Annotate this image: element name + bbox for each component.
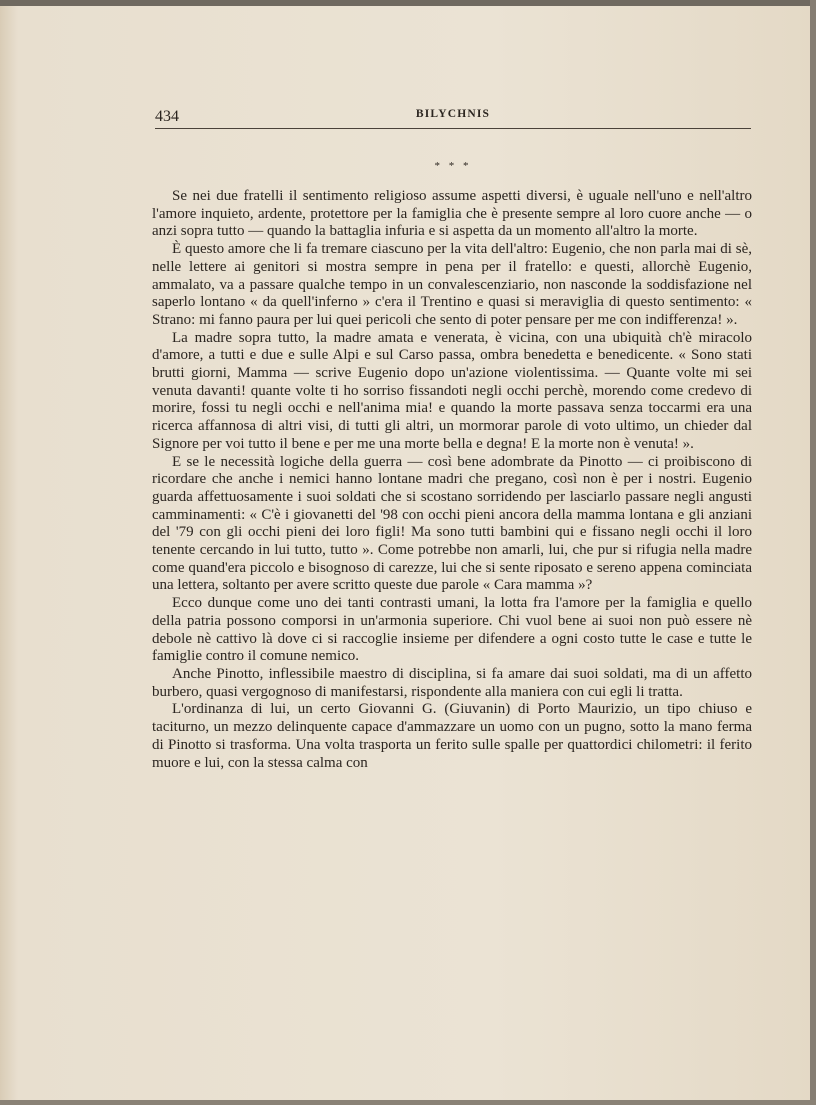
body-text (152, 188, 752, 772)
section-separator: * * * (434, 160, 472, 172)
paragraph: Ecco dunque come uno dei tanti contrasti umani, la lotta fra l'amore per la famiglia e quello della patria possono comporsi in un'armonia superiore. Chi vuol bene ai suoi non può essere nè debole nè cattivo là dove ci si raccoglie insieme per difendere a ogni costo tutte le case e tutte le famiglie contro il comune nemico. (152, 595, 752, 665)
scan-bottom-edge (0, 1100, 816, 1105)
paragraph: È questo amore che li fa tremare ciascuno per la vita dell'altro: Eugenio, che non parla mai di sè, nelle lettere ai genitori si mostra sempre in pena per il fratello: e questi, allorchè Eugenio, ammalato, va a passare qualche tempo in un convalescenziario, non nasconde la soddisfazione nel saperlo lontano « da quell'inferno » c'era il Trentino e quasi si meraviglia di questo sentimento: « Strano: mi fanno paura per lui quei pericoli che sento di poter pensare per me con indifferenza! ». (152, 241, 752, 328)
page-number: 434 (155, 108, 179, 125)
paragraph: La madre sopra tutto, la madre amata e venerata, è vicina, con una ubiquità ch'è miracolo d'amore, a tutti e due e sulle Alpi e sul Carso passa, ombra benedetta e benedicente. « Sono stati brutti giorni, Mamma — scrive Eugenio dopo un'azione violentissima. — Quante volte mi sei venuta davanti! quante volte ti ho sorriso fissandoti negli occhi perchè, morendo come credevo di morire, fossi tu negli occhi e nell'anima mia! e quando la morte passava senza toccarmi era una ricerca affannosa di altri visi, di tutti gli altri, un mormorar parole di voto ultimo, un chieder dal Signore per voi tutto il bene e per me una morte bella e degna! E la morte non è venuta! ». (152, 329, 752, 452)
paragraph: Se nei due fratelli il sentimento religioso assume aspetti diversi, è uguale nell'uno e nell'altro l'amore inquieto, ardente, protettore per la famiglia che è presente sempre al loro cuore anche — o anzi sopra tutto — quando la battaglia infuria e si aspetta da un momento all'altro la morte. (152, 188, 752, 240)
paragraph: L'ordinanza di lui, un certo Giovanni G. (Giuvanin) di Porto Maurizio, un tipo chiuso e taciturno, un mezzo delinquente capace d'ammazzare un uomo con un pugno, sotto la mano ferma di Pinotto si trasforma. Una volta trasporta un ferito sulle spalle per quattordici chilometri: il ferito muore e lui, con la stessa calma con (152, 701, 752, 771)
paragraph: Anche Pinotto, inflessibile maestro di disciplina, si fa amare dai suoi soldati, ma di un affetto burbero, quasi vergognoso di manifestarsi, rispondente alla maniera con cui egli li tratta. (152, 665, 752, 700)
running-title: BILYCHNIS (415, 108, 491, 120)
scan-right-edge (810, 0, 816, 1105)
running-header (155, 104, 751, 129)
scan-top-edge (0, 0, 816, 6)
paragraph: E se le necessità logiche della guerra — così bene adombrate da Pinotto — ci proibiscono di ricordare che anche i nemici hanno lontane madri che pregano, così non è per i nostri. Eugenio guarda affettuosamente i suoi soldati che si scostano sorridendo per lasciarlo passare negli angusti camminamenti: « C'è i giovanetti del '98 con occhi pieni ancora della mamma lontana e gli anziani del '79 con gli occhi pieni dei loro figli! Ma sono tutti bambini qui e fissano negli occhi il loro tenente cercando in lui tutto, tutto ». Come potrebbe non amarli, lui, che pur si rifugia nella madre come quand'era piccolo e bisognoso di carezze, lui che si sente riposato e sereno appena cominciata una lettera, soltanto per avere scritto queste due parole « Cara mamma »? (152, 453, 752, 594)
